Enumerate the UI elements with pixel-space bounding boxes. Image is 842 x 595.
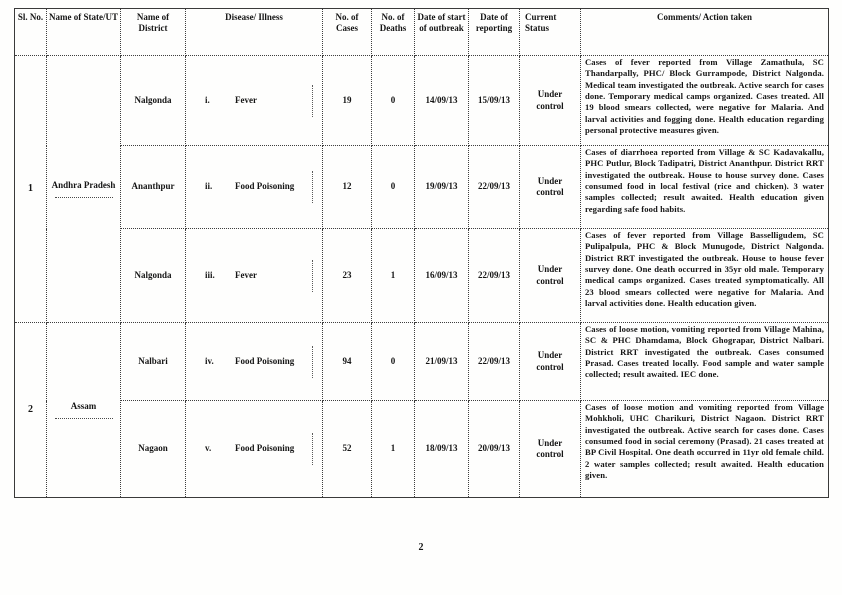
disease-index: i. bbox=[205, 94, 210, 105]
col-header-state: Name of State/UT bbox=[47, 9, 121, 56]
deaths-cell: 0 bbox=[372, 323, 415, 401]
sl-no-cell: 1 bbox=[15, 56, 47, 323]
start-date-cell: 16/09/13 bbox=[415, 229, 469, 323]
table-row bbox=[15, 146, 829, 229]
deaths-cell: 0 bbox=[372, 56, 415, 146]
district-cell: Nagaon bbox=[121, 401, 186, 498]
col-header-district: Name of District bbox=[121, 9, 186, 56]
state-cell bbox=[47, 323, 121, 498]
col-header-cases: No. of Cases bbox=[323, 9, 372, 56]
status-cell: Under control bbox=[520, 229, 581, 323]
col-header-sl-no: Sl. No. bbox=[15, 9, 47, 56]
state-cell bbox=[47, 56, 121, 323]
state-name: Assam bbox=[70, 401, 97, 412]
col-header-disease: Disease/ Illness bbox=[186, 9, 323, 56]
district-cell: Nalgonda bbox=[121, 56, 186, 146]
disease-name: Food Poisoning bbox=[235, 443, 295, 454]
comment-cell: Cases of fever reported from Village Zamathula, SC Thandarpally, PHC/ Block Gurrampode, District Nalgonda. Medical team investigated the outbreak. Active search for cases done. Temporary medical camps organized. Cases treated. All 19 blood smears collected, were negative for Malaria. And larval activities and fogging done. Health education regarding personal protective measures given. bbox=[581, 56, 829, 146]
disease-cell bbox=[186, 229, 323, 323]
cases-cell: 52 bbox=[323, 401, 372, 498]
disease-name: Fever bbox=[235, 269, 257, 280]
col-header-reporting-date: Date of reporting bbox=[469, 9, 520, 56]
reporting-date-cell: 22/09/13 bbox=[469, 323, 520, 401]
disease-cell bbox=[186, 323, 323, 401]
page-number: 2 bbox=[418, 542, 424, 553]
cases-cell: 23 bbox=[323, 229, 372, 323]
col-header-comments: Comments/ Action taken bbox=[581, 9, 829, 56]
deaths-cell: 0 bbox=[372, 146, 415, 229]
disease-index: ii. bbox=[205, 181, 213, 192]
reporting-date-cell: 20/09/13 bbox=[469, 401, 520, 498]
deaths-cell: 1 bbox=[372, 401, 415, 498]
cases-cell: 19 bbox=[323, 56, 372, 146]
deaths-cell: 1 bbox=[372, 229, 415, 323]
disease-cell bbox=[186, 56, 323, 146]
disease-name: Food Poisoning bbox=[235, 355, 295, 366]
status-cell: Under control bbox=[520, 146, 581, 229]
status-cell: Under control bbox=[520, 323, 581, 401]
reporting-date-cell: 15/09/13 bbox=[469, 56, 520, 146]
comment-cell: Cases of fever reported from Village Basselligudem, SC Pulipalpula, PHC & Block Munugode, District Nalgonda. District RRT investigated the outbreak. House to house fever survey done. One death occurred in 35yr old male. Temporary medical camps organized. Cases treated symptomatically. All 23 blood smears collected were negative for Malaria. And larval activities done. Health education given. bbox=[581, 229, 829, 323]
table-row bbox=[15, 323, 829, 401]
outbreak-report-table bbox=[14, 8, 829, 498]
reporting-date-cell: 22/09/13 bbox=[469, 229, 520, 323]
table-row bbox=[15, 229, 829, 323]
district-cell: Nalbari bbox=[121, 323, 186, 401]
col-header-deaths: No. of Deaths bbox=[372, 9, 415, 56]
disease-name: Fever bbox=[235, 94, 257, 105]
disease-index: iii. bbox=[205, 269, 215, 280]
state-underline-rule bbox=[55, 196, 113, 198]
district-cell: Nalgonda bbox=[121, 229, 186, 323]
table-row bbox=[15, 56, 829, 146]
disease-index: v. bbox=[205, 443, 212, 454]
table-row bbox=[15, 401, 829, 498]
start-date-cell: 19/09/13 bbox=[415, 146, 469, 229]
comment-cell: Cases of loose motion, vomiting reported from Village Mahina, SC & PHC Dhamdama, Block Ghograpar, District Nalbari. District RRT investigated the outbreak. Cases consumed Prasad. Cases treated locally. Food sample and water sample collected; result awaited. IEC done. bbox=[581, 323, 829, 401]
disease-name: Food Poisoning bbox=[235, 181, 295, 192]
status-cell: Under control bbox=[520, 401, 581, 498]
table-header-row bbox=[15, 9, 829, 56]
start-date-cell: 21/09/13 bbox=[415, 323, 469, 401]
comment-cell: Cases of loose motion and vomiting reported from Village Mohkholi, UHC Charikuri, District Nagaon. District RRT investigated the outbreak. Active search for cases done. Cases consumed food in social ceremony (Prasad). 21 cases treated at BP Civil Hospital. One death occurred in 11yr old female child. 2 water samples collected; result awaited. Health education given. bbox=[581, 401, 829, 498]
status-cell: Under control bbox=[520, 56, 581, 146]
state-name: Andhra Pradesh bbox=[51, 180, 116, 191]
disease-index: iv. bbox=[205, 355, 214, 366]
disease-cell bbox=[186, 401, 323, 498]
cases-cell: 12 bbox=[323, 146, 372, 229]
reporting-date-cell: 22/09/13 bbox=[469, 146, 520, 229]
sl-no-cell: 2 bbox=[15, 323, 47, 498]
state-underline-rule bbox=[55, 417, 113, 419]
cases-cell: 94 bbox=[323, 323, 372, 401]
comment-cell: Cases of diarrhoea reported from Village & SC Kadavakallu, PHC Putlur, Block Tadipatri, District Ananthpur. District RRT investigated the outbreak. House to house survey done. Cases consumed food in local festival (rice and chicken). 3 water samples collected; result awaited. Health education given regarding safe food habits. bbox=[581, 146, 829, 229]
disease-cell bbox=[186, 146, 323, 229]
start-date-cell: 18/09/13 bbox=[415, 401, 469, 498]
col-header-status: Current Status bbox=[520, 9, 581, 56]
start-date-cell: 14/09/13 bbox=[415, 56, 469, 146]
col-header-start-date: Date of start of outbreak bbox=[415, 9, 469, 56]
district-cell: Ananthpur bbox=[121, 146, 186, 229]
